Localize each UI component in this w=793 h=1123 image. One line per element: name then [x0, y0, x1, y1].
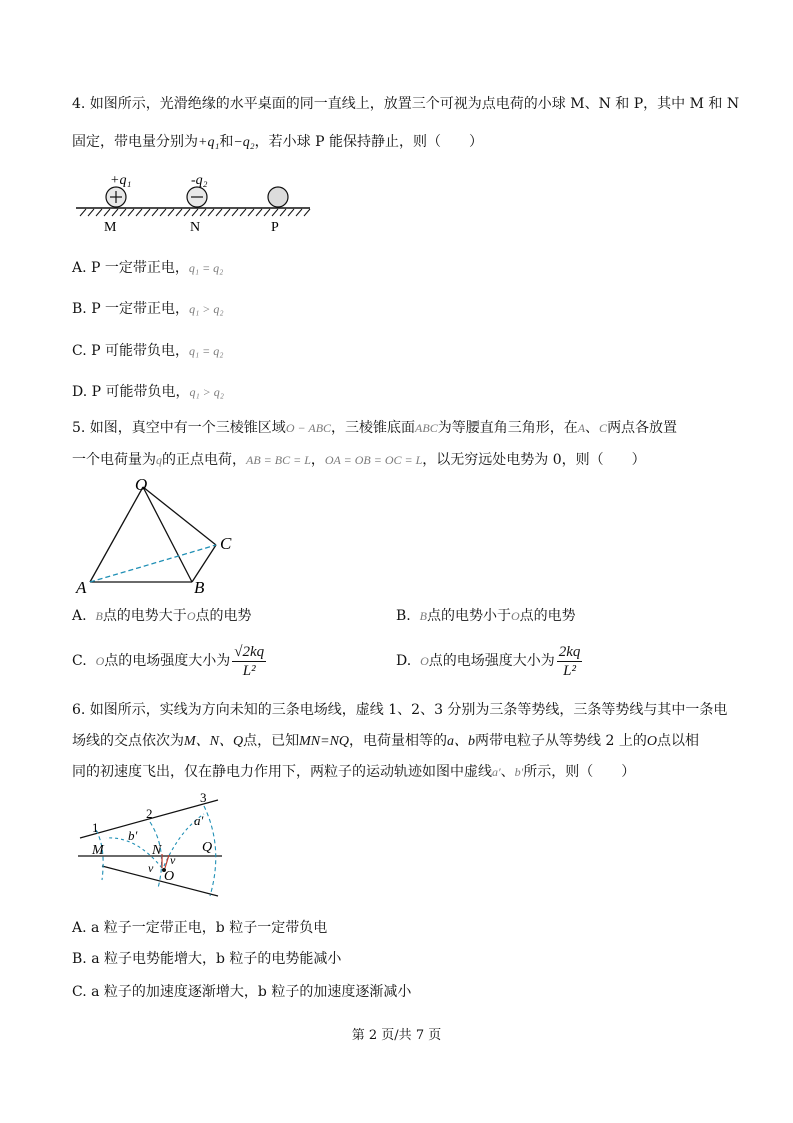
q4-charge1: +q₁ — [198, 135, 220, 150]
ball-M — [106, 187, 126, 207]
vertex-B: B — [194, 578, 205, 597]
q6-text: ，电荷量相等的 — [349, 733, 448, 749]
label-N-charge: -q₂ — [191, 173, 208, 188]
fraction-numerator: √2kq — [234, 643, 265, 660]
q6-option-c: C. a 粒子的加速度逐渐增大，b 粒子的加速度逐渐减小 — [72, 984, 412, 1000]
point-M: M — [92, 843, 104, 858]
ball-P — [268, 187, 288, 207]
option-label: D. — [396, 653, 412, 669]
option-text: 点的电势大于 — [102, 608, 187, 624]
label-N: N — [190, 220, 201, 235]
q6-stem-line1: 6. 如图所示，实线为方向未知的三条电场线，虚线 1、2、3 分别为三条等势线，三条等势线与其中一条电 — [72, 702, 728, 718]
q6-trajectory: b′ — [514, 765, 524, 779]
q6-points: M、N、Q — [184, 734, 244, 749]
option-point: B — [419, 609, 427, 623]
trajectory-label-a: a′ — [194, 813, 204, 828]
q5-tetrahedron-figure — [72, 475, 242, 600]
q5-region: O − ABC — [285, 421, 332, 435]
option-text: 点的电势小于 — [427, 608, 511, 624]
q5-condition: OA = OB = OC = L — [324, 453, 423, 467]
option-text: 点的电势 — [519, 608, 576, 624]
option-text: 点的电势 — [195, 608, 252, 624]
q6-equation: MN=NQ — [299, 734, 350, 749]
vertex-C: C — [220, 534, 232, 553]
q6-point: O — [646, 734, 657, 749]
q5-option-c — [72, 640, 266, 682]
q6-text: 场线的交点依次为 — [72, 733, 184, 749]
vertex-O: O — [135, 475, 148, 494]
equipotential-label-2: 2 — [146, 806, 153, 821]
q5-text: 、 — [585, 420, 600, 436]
fraction-d — [557, 643, 583, 680]
q6-option-a: A. a 粒子一定带正电，b 粒子一定带负电 — [72, 920, 328, 936]
option-label: B. — [396, 608, 411, 624]
velocity-label-2: v — [148, 861, 154, 875]
q4-figure — [76, 170, 316, 235]
q4-text: ，若小球 P 能保持静止，则（ ） — [254, 134, 483, 150]
q5-option-d — [396, 640, 582, 682]
fraction-denominator: L² — [242, 662, 256, 679]
q4-text: 和 — [219, 134, 234, 150]
q4-option-b — [72, 299, 224, 319]
velocity-label-1: v — [170, 853, 176, 867]
point-N: N — [152, 843, 162, 858]
option-label: C. — [72, 653, 87, 669]
q5-text: ，三棱锥底面 — [331, 420, 416, 436]
option-math: q₁ > q₂ — [189, 302, 224, 316]
option-point: O — [420, 654, 429, 668]
q5-option-a — [72, 606, 251, 626]
equipotential-label-1: 1 — [92, 820, 99, 835]
point-O: O — [164, 869, 175, 884]
q6-text: 两带电粒子从等势线 2 上的 — [475, 733, 647, 749]
option-label: A. — [72, 608, 87, 624]
fraction-denominator: L² — [563, 662, 577, 679]
q6-text: 点，已知 — [243, 733, 300, 749]
q6-trajectory: a′ — [492, 765, 501, 779]
q6-text: 所示，则（ ） — [523, 764, 636, 780]
equipotential-label-3: 3 — [200, 790, 207, 805]
option-point: B — [95, 609, 103, 623]
q5-stem-line2 — [72, 450, 646, 470]
q5-charge: q — [156, 453, 162, 467]
fraction-numerator: 2kq — [558, 643, 581, 660]
q5-text: ， — [310, 452, 325, 468]
q5-option-b — [396, 606, 576, 626]
q5-base: ABC — [415, 421, 438, 435]
q5-stem-line1 — [72, 418, 677, 438]
q5-condition: AB = BC = L — [246, 453, 311, 467]
q4-option-d — [72, 382, 224, 402]
option-math: q₁ = q₂ — [188, 261, 224, 275]
q4-option-c — [72, 341, 223, 361]
label-M-charge: +q₁ — [110, 173, 132, 188]
q5-text: 两点各放置 — [607, 420, 678, 436]
q6-field-figure — [76, 788, 226, 900]
q4-charge2: −q₂ — [233, 135, 255, 150]
option-text: 点的电场强度大小为 — [104, 653, 231, 669]
option-text: D. P 可能带负电， — [72, 384, 190, 400]
q5-point: C — [599, 421, 608, 435]
q4-text: 固定，带电量分别为 — [72, 134, 198, 150]
q6-text: 同的初速度飞出，仅在静电力作用下，两粒子的运动轨迹如图中虚线 — [72, 764, 492, 780]
q6-option-b: B. a 粒子电势能增大，b 粒子的电势能减小 — [72, 951, 342, 967]
page-footer: 第 2 页/共 7 页 — [351, 1028, 442, 1043]
q6-stem-line3 — [72, 762, 635, 782]
field-line-bottom — [102, 866, 218, 896]
q4-stem-line2 — [72, 132, 483, 153]
q4-option-a — [72, 258, 223, 278]
option-math: q₁ > q₂ — [189, 385, 224, 399]
option-point: O — [95, 654, 105, 668]
q5-text: 为等腰直角三角形，在 — [437, 420, 578, 436]
label-P: P — [271, 220, 279, 235]
ball-N — [187, 187, 207, 207]
q5-text: ，以无穷远处电势为 0，则（ ） — [422, 452, 646, 468]
option-text: A. P 一定带正电， — [72, 260, 189, 276]
fraction-c — [232, 643, 266, 680]
q5-text: 的正点电荷， — [162, 452, 246, 468]
trajectory-label-b: b′ — [128, 828, 138, 843]
option-text: C. P 可能带负电， — [72, 343, 189, 359]
option-text: B. P 一定带正电， — [72, 301, 190, 317]
q6-text: 、 — [500, 764, 515, 780]
point-Q: Q — [202, 840, 213, 855]
option-math: q₁ = q₂ — [188, 344, 224, 358]
q6-text: 点以相 — [656, 733, 699, 749]
vertex-A: A — [76, 578, 87, 597]
q5-text: 一个电荷量为 — [72, 452, 156, 468]
q5-text: 5. 如图，真空中有一个三棱锥区域 — [72, 420, 286, 436]
q6-particles: a、b — [447, 734, 476, 749]
q4-stem-line1: 4. 如图所示，光滑绝缘的水平桌面的同一直线上，放置三个可视为点电荷的小球 M、N 和 P，其中 M 和 N — [72, 96, 740, 112]
q5-point: A — [577, 421, 586, 435]
label-M: M — [104, 220, 117, 235]
option-point: O — [186, 609, 196, 623]
q6-stem-line2 — [72, 731, 699, 752]
option-point: O — [511, 609, 520, 623]
option-text: 点的电场强度大小为 — [428, 653, 555, 669]
